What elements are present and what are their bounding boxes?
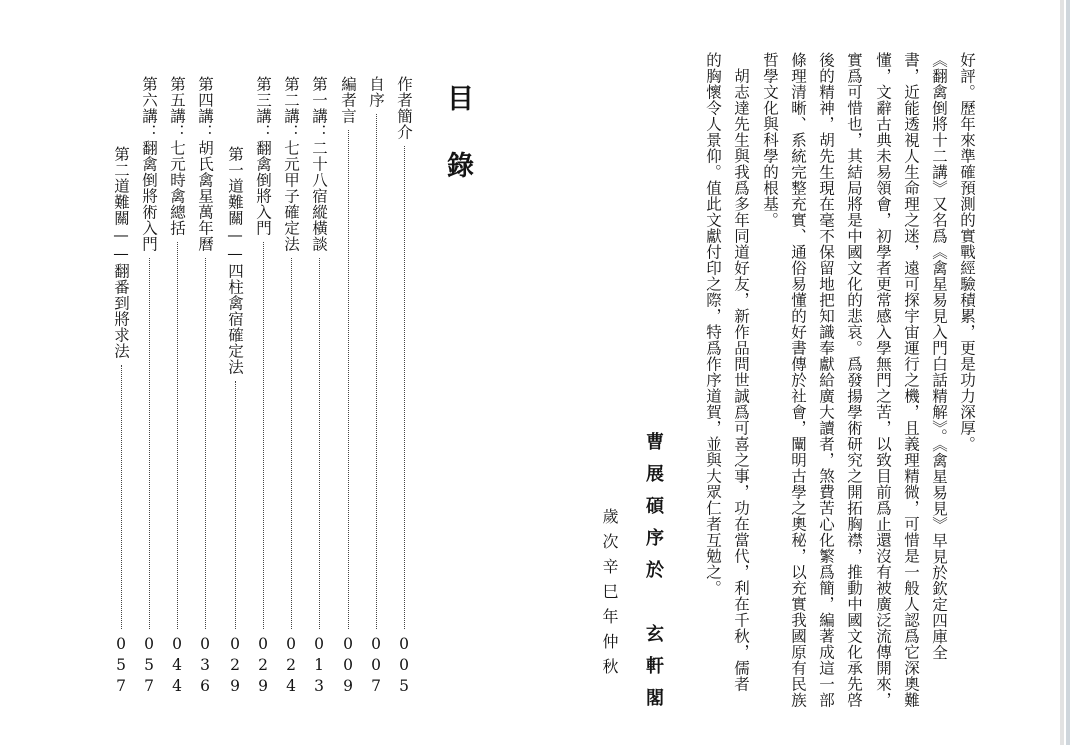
toc-entry[interactable] <box>110 76 132 698</box>
toc-entry[interactable] <box>138 76 160 698</box>
leader-dots <box>205 258 206 629</box>
preface-column-2: 《翻禽倒將十二講》又名爲《禽星易見入門白話精解》。《禽星易見》早見於欽定四庫全 <box>930 52 948 661</box>
leader-dots <box>149 258 150 629</box>
toc-entry[interactable] <box>280 76 302 698</box>
toc-entry[interactable] <box>166 76 188 698</box>
toc-entry-label: 作者簡介 <box>395 76 413 140</box>
toc-entry-label: 第四講：胡氏禽星萬年曆 <box>196 76 214 252</box>
preface-column-9: 胡志達先生與我爲多年同道好友，新作品問世誠爲可喜之事，功在當代，利在千秋，儒者 <box>732 52 750 692</box>
toc-entry-page: 024 <box>282 635 300 698</box>
leader-dots <box>177 242 178 629</box>
toc-entry-page: 029 <box>226 635 244 698</box>
page-edge <box>1060 0 1064 745</box>
leader-dots <box>404 146 405 629</box>
leader-dots <box>348 130 349 629</box>
preface-column-8: 哲學文化與科學的根基。 <box>761 52 779 228</box>
window-edge <box>1066 0 1070 745</box>
toc-entry-label: 編者言 <box>339 76 357 124</box>
toc-entry[interactable] <box>393 76 415 698</box>
toc-entry[interactable] <box>224 76 246 698</box>
toc-entry-label: 自序 <box>367 76 385 108</box>
leader-dots <box>376 114 377 629</box>
toc-entry[interactable] <box>252 76 274 698</box>
toc-entry-page: 029 <box>254 635 272 698</box>
toc-entry-label: 第五講：七元時禽總括 <box>168 76 186 236</box>
toc-entry-label: 第六講：翻禽倒將術入門 <box>140 76 158 252</box>
toc-entry[interactable] <box>337 76 359 698</box>
toc-entry-page: 013 <box>310 635 328 698</box>
toc-entry-page: 005 <box>395 635 413 698</box>
leader-dots <box>235 381 236 629</box>
preface-date: 歲次辛巳年仲秋 <box>600 508 619 683</box>
toc-entry[interactable] <box>194 76 216 698</box>
toc-entry-label: 第一講：二十八宿縱橫談 <box>310 76 328 252</box>
leader-dots <box>263 242 264 629</box>
toc-entry-page: 009 <box>339 635 357 698</box>
leader-dots <box>121 365 122 629</box>
toc-entry-label: 第三講：翻禽倒將入門 <box>254 76 272 236</box>
toc-entry-label: 第二道難關——翻番到將求法 <box>112 146 130 359</box>
preface-column-3: 書，近能透視人生命理之迷，遠可探宇宙運行之機，且義理精微，可惜是一般人認爲它深奧難 <box>902 52 920 708</box>
preface-column-6: 後的精神，胡先生現在毫不保留地把知識奉獻給廣大讀者，煞費苦心化繁爲簡，編著成這一部 <box>817 52 835 708</box>
toc-entry[interactable] <box>365 76 387 698</box>
toc-entry[interactable] <box>308 76 330 698</box>
toc-entry-label: 第一道難關——四柱禽宿確定法 <box>226 146 244 375</box>
toc-entry-page: 057 <box>112 635 130 698</box>
preface-signature: 曹展碩序於 玄軒閣 <box>643 432 664 720</box>
toc-title: 目錄 <box>442 84 473 218</box>
preface-column-10: 的胸懷令人景仰。值此文獻付印之際，特爲作序道賀，並與大眾仁者互勉之。 <box>704 52 722 596</box>
leader-dots <box>319 258 320 629</box>
preface-column-7: 條理清晰、系統完整充實、通俗易懂的好書傳於社會，闡明古學之奧秘，以充實我國原有民族 <box>789 52 807 708</box>
toc-entry-label: 第二講：七元甲子確定法 <box>282 76 300 252</box>
toc-entry-page: 057 <box>140 635 158 698</box>
preface-column-4: 懂，文辭古典未易領會，初學者更常感入學無門之苦，以致目前爲止還沒有被廣泛流傳開來， <box>874 52 892 708</box>
preface-column-5: 實爲可惜也，其結局將是中國文化的悲哀。爲發揚學術研究之開拓胸襟，推動中國文化承先啓 <box>845 52 863 708</box>
toc-entry-page: 036 <box>196 635 214 698</box>
toc-entry-page: 007 <box>367 635 385 698</box>
toc-entry-page: 044 <box>168 635 186 698</box>
preface-column-1: 好評。歷年來準確預測的實戰經驗積累，更是功力深厚。 <box>958 52 976 452</box>
leader-dots <box>291 258 292 629</box>
